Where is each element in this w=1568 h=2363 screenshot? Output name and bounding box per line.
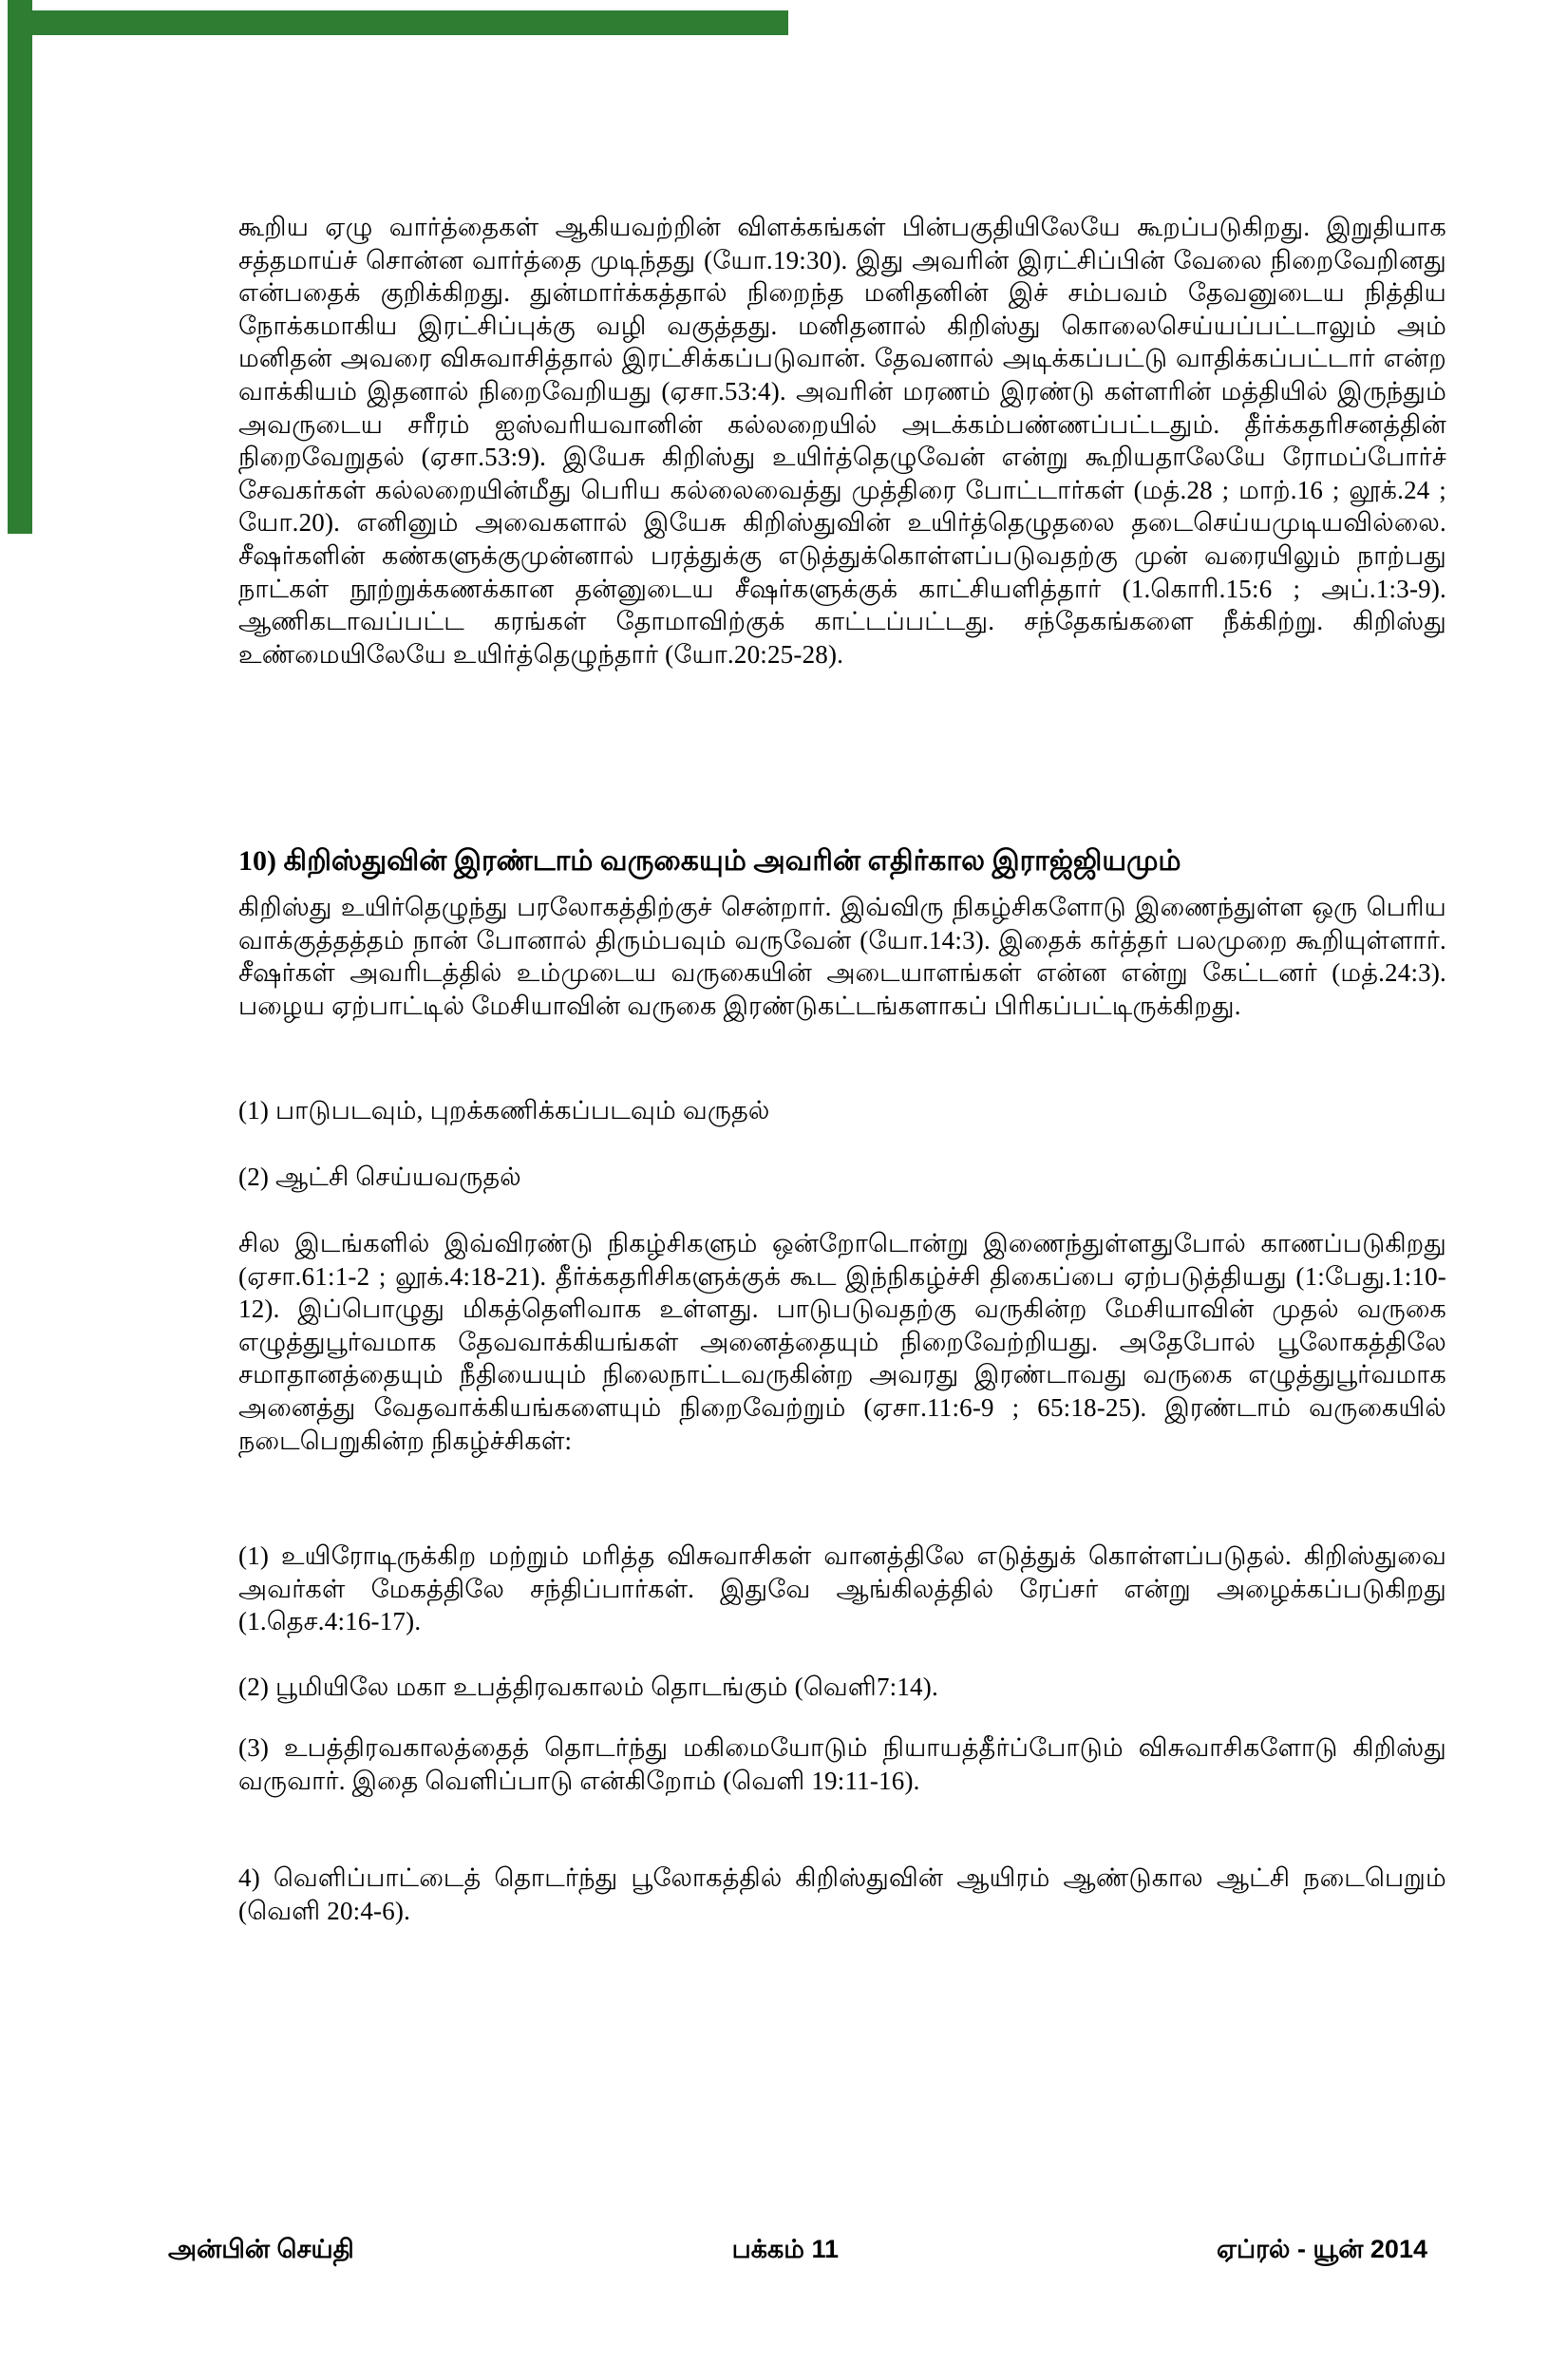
footer-page-number: பக்கம் 11 [731, 2235, 840, 2263]
list-item-event-revelation: (3) உபத்திரவகாலத்தைத் தொடர்ந்து மகிமையோடும் நியாயத்தீர்ப்போடும் விசுவாசிகளோடு கிறிஸ்து வருவார். இதை வெளிப்பாடு என்கிறோம் (வெளி 19:11-16). [238, 1733, 1446, 1795]
list-item-coming-phase-2: (2) ஆட்சி செய்யவருதல் [238, 1163, 521, 1191]
paragraph-two-events-explained: சில இடங்களில் இவ்விரண்டு நிகழ்சிகளும் ஒன்றோடொன்று இணைந்துள்ளதுபோல் காணப்படுகிறது (ஏசா.61:1-2 ; லூக்.4:18-21). தீர்க்கதரிசிகளுக்குக் கூட இந்நிகழ்ச்சி திகைப்பை ஏற்படுத்தியது (1:பேது.1:10-12). இப்பொழுது மிகத்தெளிவாக உள்ளது. பாடுபடுவதற்கு வருகின்ற மேசியாவின் முதல் வருகை எழுத்துபூர்வமாக தேவவாக்கியங்கள் அனைத்தையும் நிறைவேற்றியது. அதேபோல் பூலோகத்திலே சமாதானத்தையும் நீதியையும் நிலைநாட்டவருகின்ற அவரது இரண்டாவது வருகை எழுத்துபூர்வமாக அனைத்து வேதவாக்கியங்களையும் நிறைவேற்றும் (ஏசா.11:6-9 ; 65:18-25). இரண்டாம் வருகையில் நடைபெறுகின்ற நிகழ்ச்சிகள்: [238, 1229, 1446, 1455]
list-item-event-millennial-reign: 4) வெளிப்பாட்டைத் தொடர்ந்து பூலோகத்தில் கிறிஸ்துவின் ஆயிரம் ஆண்டுகால ஆட்சி நடைபெறும் (வெளி 20:4-6). [238, 1863, 1446, 1925]
list-item-event-rapture: (1) உயிரோடிருக்கிற மற்றும் மரித்த விசுவாசிகள் வானத்திலே எடுத்துக் கொள்ளப்படுதல். கிறிஸ்துவை அவர்கள் மேகத்திலே சந்திப்பார்கள். இதுவே ஆங்கிலத்தில் ரேப்சர் என்று அழைக்கப்படுகிறது (1.தெச.4:16-17). [238, 1541, 1446, 1636]
page-border-left-bar [8, 0, 32, 534]
page-footer [168, 2233, 1427, 2265]
paragraph-second-coming-promise: கிறிஸ்து உயிர்தெழுந்து பரலோகத்திற்குச் சென்றார். இவ்விரு நிகழ்சிகளோடு இணைந்துள்ள ஒரு பெரிய வாக்குத்தத்தம் நான் போனால் திரும்பவும் வருவேன் (யோ.14:3). இதைக் கர்த்தர் பலமுறை கூறியுள்ளார். சீஷர்கள் அவரிடத்தில் உம்முடைய வருகையின் அடையாளங்கள் என்ன என்று கேட்டனர் (மத்.24:3). பழைய ஏற்பாட்டில் மேசியாவின் வருகை இரண்டுகட்டங்களாகப் பிரிகப்பட்டிருக்கிறது. [238, 893, 1446, 1020]
paragraph-seven-words: கூறிய ஏழு வார்த்தைகள் ஆகியவற்றின் விளக்கங்கள் பின்பகுதியிலேயே கூறப்படுகிறது. இறுதியாக சத்தமாய்ச் சொன்ன வார்த்தை முடிந்தது (யோ.19:30). இது அவரின் இரட்சிப்பின் வேலை நிறைவேறினது என்பதைக் குறிக்கிறது. துன்மார்க்கத்தால் நிறைந்த மனிதனின் இச் சம்பவம் தேவனுடைய நித்திய நோக்கமாகிய இரட்சிப்புக்கு வழி வகுத்தது. மனிதனால் கிறிஸ்து கொலைசெய்யப்பட்டாலும் அம் மனிதன் அவரை விசுவாசித்தால் இரட்சிக்கப்படுவான். தேவனால் அடிக்கப்பட்டு வாதிக்கப்பட்டார் என்ற வாக்கியம் இதனால் நிறைவேறியது (ஏசா.53:4). அவரின் மரணம் இரண்டு கள்ளரின் மத்தியில் இருந்தும் அவருடைய சரீரம் ஐஸ்வரியவானின் கல்லறையில் அடக்கம்பண்ணப்பட்டதும். தீர்க்கதரிசனத்தின் நிறைவேறுதல் (ஏசா.53:9). இயேசு கிறிஸ்து உயிர்த்தெழுவேன் என்று கூறியதாலேயே ரோமப்போர்ச் சேவகர்கள் கல்லறையின்மீது பெரிய கல்லைவைத்து முத்திரை போட்டார்கள் (மத்.28 ; மாற்.16 ; லூக்.24 ; யோ.20). எனினும் அவைகளால் இயேசு கிறிஸ்துவின் உயிர்த்தெழுதலை தடைசெய்யமுடியவில்லை. சீஷர்களின் கண்களுக்குமுன்னால் பரத்துக்கு எடுத்துக்கொள்ளப்படுவதற்கு முன் வரையிலும் நாற்பது நாட்கள் நூற்றுக்கணக்கான தன்னுடைய சீஷர்களுக்குக் காட்சியளித்தார் (1.கொரி.15:6 ; அப்.1:3-9). ஆணிகடாவப்பட்ட கரங்கள் தோமாவிற்குக் காட்டப்பட்டது. சந்தேகங்களை நீக்கிற்று. கிறிஸ்து உண்மையிலேயே உயிர்த்தெழுந்தார் (யோ.20:25-28). [238, 213, 1446, 669]
footer-newsletter-name: அன்பின் செய்தி [168, 2235, 354, 2263]
section-heading: 10) கிறிஸ்துவின் இரண்டாம் வருகையும் அவரின் எதிர்கால இராஜ்ஜியமும் [238, 845, 1181, 877]
page-border-top-bar [8, 10, 788, 35]
list-item-coming-phase-1: (1) பாடுபடவும், புறக்கணிக்கப்படவும் வருதல் [238, 1096, 770, 1125]
list-item-event-tribulation: (2) பூமியிலே மகா உபத்திரவகாலம் தொடங்கும் (வெளி7:14). [238, 1673, 938, 1701]
footer-issue-period: ஏப்ரல் - யூன் 2014 [1217, 2235, 1427, 2263]
